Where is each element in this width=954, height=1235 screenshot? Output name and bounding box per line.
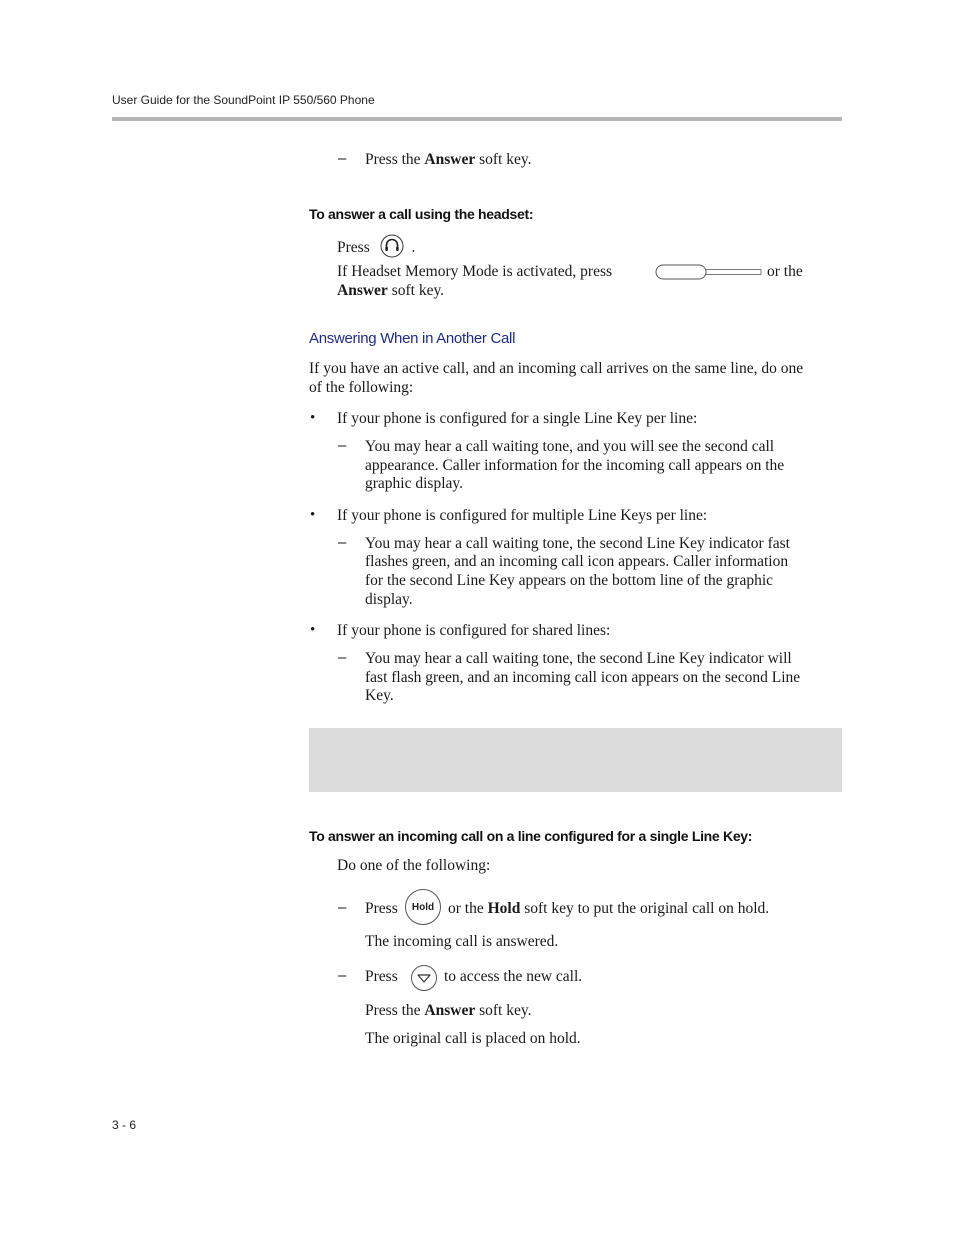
sub-text: display. xyxy=(365,591,413,608)
procedure-title-single-line-key: To answer an incoming call on a line configured for a single Line Key: xyxy=(309,828,753,844)
sub-text: for the second Line Key appears on the bottom line of the graphic xyxy=(365,572,774,589)
note-box xyxy=(309,728,842,792)
procedure-intro: Do one of the following: xyxy=(337,857,491,874)
sub-text: Key. xyxy=(365,687,394,704)
sub-text: You may hear a call waiting tone, the second Line Key indicator fast xyxy=(365,535,790,552)
dash-marker: – xyxy=(338,899,347,916)
dash-marker: – xyxy=(338,437,347,454)
headset-memory-end: Answer soft key. xyxy=(337,282,445,299)
section-intro-line2: of the following: xyxy=(309,379,414,396)
answer-step: Press the Answer soft key. xyxy=(365,151,532,168)
hold-key-icon xyxy=(404,888,442,931)
sub-text: flashes green, and an incoming call icon appears. Caller information xyxy=(365,553,789,570)
press-down-label: Press xyxy=(365,968,398,985)
hold-result: The incoming call is answered. xyxy=(365,933,559,950)
sub-text: fast flash green, and an incoming call icon appears on the second Line xyxy=(365,669,801,686)
answer-step-2: Press the Answer soft key. xyxy=(365,1002,532,1019)
sub-text: appearance. Caller information for the incoming call appears on the xyxy=(365,457,785,474)
down-arrow-key-icon xyxy=(410,964,438,997)
bullet-shared-lines: If your phone is configured for shared lines: xyxy=(337,622,611,639)
running-header: User Guide for the SoundPoint IP 550/560 Phone xyxy=(112,93,375,107)
section-intro-line1: If you have an active call, and an incoming call arrives on the same line, do one xyxy=(309,360,804,377)
sub-text: You may hear a call waiting tone, the second Line Key indicator will xyxy=(365,650,792,667)
sub-text: You may hear a call waiting tone, and you will see the second call xyxy=(365,438,775,455)
headset-icon xyxy=(380,234,404,263)
line-key-icon xyxy=(655,264,763,285)
page-number: 3 - 6 xyxy=(112,1118,137,1132)
bullet-multiple-line-keys: If your phone is configured for multiple Line Keys per line: xyxy=(337,507,708,524)
headset-memory-line: If Headset Memory Mode is activated, press xyxy=(337,263,613,280)
bullet-marker: • xyxy=(310,622,316,638)
dash-marker: – xyxy=(338,150,347,167)
dash-marker: – xyxy=(338,534,347,551)
bullet-marker: • xyxy=(310,410,316,426)
section-heading: Answering When in Another Call xyxy=(309,330,516,347)
headset-memory-or: or the xyxy=(767,263,803,280)
bullet-single-line-key: If your phone is configured for a single Line Key per line: xyxy=(337,410,698,427)
press-hold-label: Press xyxy=(365,900,398,917)
hold-key-label: Hold xyxy=(411,902,435,913)
procedure-title-headset: To answer a call using the headset: xyxy=(309,206,534,222)
press-headset-line: Press . xyxy=(337,234,415,263)
dash-marker: – xyxy=(338,649,347,666)
dash-marker: – xyxy=(338,967,347,984)
header-rule xyxy=(112,117,842,121)
down-result: The original call is placed on hold. xyxy=(365,1030,581,1047)
down-option-text: to access the new call. xyxy=(444,968,583,985)
sub-text: graphic display. xyxy=(365,475,463,492)
hold-option-text: or the Hold soft key to put the original call on hold. xyxy=(448,900,770,917)
bullet-marker: • xyxy=(310,507,316,523)
